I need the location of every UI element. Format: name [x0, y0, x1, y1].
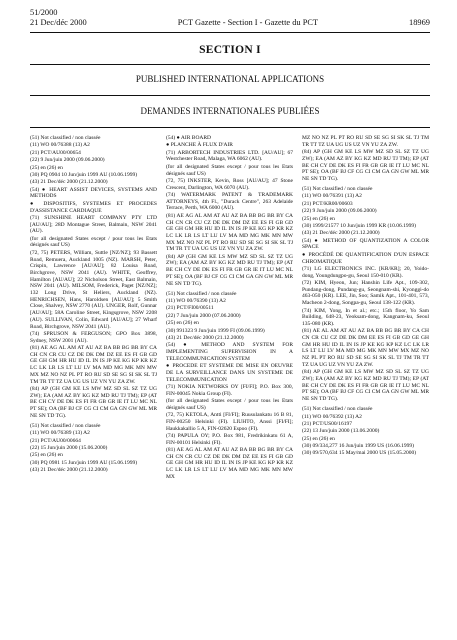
entry-line: (11) WO 00/76392 (13) A2: [302, 413, 362, 420]
entry-line: (54) ● METHOD AND SYSTEM FOR IMPLEMENTING SUPERVISION IN A TELECOMMUNICATION SYSTEM: [166, 342, 295, 362]
subtitle-french: DEMANDES INTERNATIONALES PUBLIÉES: [140, 106, 320, 116]
entry-line: (22) 15 Jun/juin 2000 (15.06.2000): [30, 445, 108, 452]
entry-line: (for all designated States except / pour tous les Etats désignés sauf US): [30, 235, 159, 249]
entry-line: (74) SPRUSON & FERGUSON; GPO Box 3898, Sydney, NSW 2001 (AU).: [30, 330, 159, 344]
entry-line: (84) AP (GH GM KE LS MW MZ SD SL SZ TZ UG ZW); EA (AM AZ BY KG KZ MD RU TJ TM); EP (AT BE CH CY DE DK ES FI FR GB GR IE IT LU MC NL PT SE); OA (BF BJ CF CG CI CM GA GN GW ML MR NE SN TD TG).: [302, 369, 431, 403]
entry-line: (43) 21 Dec/déc 2000 (21.12.2000): [30, 467, 108, 474]
column-right: [302, 135, 429, 481]
entry-line: (84) AP (GH GM KE LS MW MZ SD SL SZ TZ UG ZW); EA (AM AZ BY KG KZ MD RU TJ TM); EP (AT BE CH CY DE DK ES FI FR GB GR IE IT LU MC NL PT SE); OA (BF BJ CF CG CI CM GA GN GW ML MR NE SN TD TG).: [30, 385, 159, 419]
entry-line: (25) en (26) en: [302, 435, 335, 442]
entry-line: (71) SUNSHINE HEART COMPANY PTY LTD [AU/AU]; 28D Montague Street, Balmain, NSW 2041 (AU).: [30, 214, 159, 235]
entry-line: (21) PCT/KR00/00603: [302, 200, 353, 207]
entry-line: (30) PQ 0981 15 Jun/juin 1999 AU (15.06.1999): [30, 459, 138, 466]
entry-line: (43) 21 Dec/déc 2000 (21.12.2000): [302, 230, 380, 237]
entry-line: (74) KIM, Yong, In et al.; etc.; 15th floor, Yo Sam Building, 648-23, Yeoksam-dong, Kangnam-ku, Seoul 135-080 (KR).: [302, 307, 431, 327]
entry-line: (22) 13 Jun/juin 2000 (13.06.2000): [302, 428, 380, 435]
entry-line: (81) AE AL AM AT AU AZ BA BB BG BR BY CA CH CN CR CU CZ DE DK DM EE ES FI GB GD GE GH GM HR HU ID IL IN IS JP KE KG KP KZ LC LK LR LS LT LU LV MA MD MG MK MN MW MX MZ NO NZ PL PT RO RU SD SE SG SI SK SL TJ TM TR TT TZ UA UG UZ VN YU ZA ZW.: [302, 328, 431, 368]
entry-line: (81) AE AG AL AM AT AU AZ BA BB BG BR BY CA CH CN CR CU CZ DE DK DM DZ EE ES FI GB GD GE GH GM HR HU ID IL IN IS JP KE KG KP KR KZ LC LK LR LS LT LU LV MA MD MG MK MN MW MX: [166, 447, 295, 480]
entry-line: ● DISPOSITIFS, SYSTEMES ET PROCEDES D'ASSISTANCE CARDIAQUE: [30, 200, 159, 214]
entry-line: (21) PCT/AU00/00654: [30, 149, 81, 156]
entry-line: (54) ● HEART ASSIST DEVICES, SYSTEMS AND METHODS: [30, 186, 159, 200]
header-rule: [30, 32, 430, 33]
entry-line: (81) AE AG AL AM AT AU AZ BA BB BG BR BY CA CH CN CR CU CZ DE DK DM DZ EE ES FI GB GD GE GH GM HR HU ID IL IN IS JP KE KG KP KR KZ LC LK LR LS LT LU LV MA MD MG MK MN MW MX MZ NO NZ PL PT RO RU SD SE SG SI SK SL TJ TM TR TT UA UG US UZ VN YU ZA ZW.: [166, 212, 295, 253]
entry-line: (71) NOKIA NETWORKS OY [FI/FI]; P.O. Box 300, FIN-00045 Nokia Group (FI).: [166, 384, 295, 397]
entry-line: (for all designated States except / pour tous les Etats désignés sauf US): [166, 398, 295, 411]
entry-line: (74) WATERMARK PATENT & TRADEMARK ATTORNEYS, 4th Fl., "Durack Centre", 263 Adelaide Terrace, Perth, WA 6000 (AU).: [166, 192, 295, 212]
entry-line: ● PROCÉDÉ DE QUANTIFICATION D'UN ESPACE CHROMATIQUE: [302, 251, 431, 265]
entry-line: (51) Not classified / non classée: [302, 406, 373, 413]
entry-line: (84) AP (GH GM KE LS MW MZ SD SL SZ TZ UG ZW); EA (AM AZ BY KG KZ MD RU TJ TM); EP (AT BE CH CY DE DK ES FI FR GB GR IE IT LU MC NL PT SE); OA (BF BJ CF CG CI CM GA GN GW ML MR NE SN TD TG).: [302, 149, 431, 182]
entry-line: (51) Not classified / non classée: [30, 135, 101, 141]
entry-line: (43) 21 Dec/déc 2000 (21.12.2000): [166, 335, 244, 342]
section-rule-bottom: [30, 127, 430, 128]
entry-line: (for all designated States except / pour tous les Etats désignés sauf US): [166, 163, 295, 177]
entry-line: (11) WO 00/76388 (13) A2: [30, 142, 90, 149]
subtitle-english: PUBLISHED INTERNATIONAL APPLICATIONS: [135, 74, 325, 84]
entry-line: (30) 1999/21577 10 Jun/juin 1999 KR (10.06.1999): [302, 222, 416, 229]
entry-line: (22) 9 Jun/juin 2000 (09.06.2000): [302, 208, 377, 215]
entry-line: (25) en (26) en: [166, 320, 199, 327]
entry-line: (21) PCT/AU00/00664: [30, 437, 81, 444]
entries-columns: [30, 135, 430, 481]
entry-line: (25) en (26) en: [30, 452, 63, 459]
entry-line: (43) 21 Dec/déc 2000 (21.12.2000): [30, 179, 108, 186]
entry-line: (72, 75) KETOLA, Antti [FI/FI]; Ruusulankatu 16 B 81, FIN-00250 Helsinki (FI). LIUHTO, Anssi [FI/FI]; Haukkakallio 5 A, FIN-02620 Espoo (FI).: [166, 412, 295, 432]
entry-line: (11) WO 00/76389 (13) A2: [30, 430, 90, 437]
entry-line: (30) PQ 0904 10 Jun/juin 1999 AU (10.06.1999): [30, 171, 138, 178]
entry-line: (30) 09/570,634 15 May/mai 2000 US (15.05.2000): [302, 450, 417, 457]
entry-line: (72) KIM, Hyeon, Jun; Hanshin Life Apt., 109-302, Pundang-dong, Pundang-gu, Seongnam-shi, Kyonggi-do 463-050 (KR). LEE, Jin, Soo; Samik Apt., 101-401, 573, Macheon 2-dong, Songpa-gu, Seoul 138-122 (KR).: [302, 280, 431, 307]
issue-number: 51/2000: [30, 8, 58, 17]
entry-line: (71) LG ELECTRONICS INC. [KR/KR]; 20, Yoido-dong, Youngdungpo-gu, Seoul 150-010 (KR).: [302, 265, 429, 279]
entry-line: (11) WO 00/76390 (13) A2: [166, 298, 226, 305]
page-number: 18969: [409, 18, 430, 27]
entry-line: (11) WO 00/76391 (13) A2: [302, 193, 362, 200]
column-middle: [166, 135, 293, 481]
column-left: [30, 135, 157, 481]
entry-line: ● PROCEDE ET SYSTEME DE MISE EN OEUVRE DE LA SURVEILLANCE DANS UN SYSTEME DE TELECOMMUNICATION: [166, 363, 295, 383]
entry-line: (72, 75) PETERS, William, Suttle [NZ/NZ]; 93 Bassett Road, Remuera, Auckland 1005 (NZ). MARSH, Peter, Crispin, Lawrence [AU/AU]; 82 Louisa Road, Birchgrove, NSW 2041 (AU). WHITE, Geoffrey, Hamilton [AU/AU]; 22 Nicholson Street, East Balmain, NSW 2041 (AU). MILSOM, Frederick, Paget [NZ/NZ]; 132 Long Drive, St Heliers, Auckland (NZ). HENRICHSEN, Hans, Haroldsen [AU/AU]; 5 Smith Close, Shalvey, NSW 2770 (AU). UNGER, Rolf, Gunnar [AU/AU]; 58A Caroline Street, Kingsgrove, NSW 2208 (AU). SULLIVAN, Colin, Edward [AU/AU]; 27 Wharf Road, Birchgrove, NSW 2041 (AU).: [30, 249, 159, 330]
entry-line: ● PLANCHE À FLUX D'AIR: [166, 142, 233, 149]
entry-line: (71) ARBORTECH INDUSTRIES LTD. [AU/AU]; 67 Westchester Road, Malaga, WA 6062 (AU).: [166, 149, 295, 163]
entry-line: (84) AP (GH GM KE LS MW MZ SD SL SZ TZ UG ZW); EA (AM AZ BY KG KZ MD RU TJ TM); EP (AT BE CH CY DE DK ES FI FR GB GR IE IT LU MC NL PT SE); OA (BF BJ CF CG CI CM GA GN GW ML MR NE SN TD TG).: [166, 253, 295, 287]
entry-line: (21) PCT/US00/16197: [302, 420, 352, 427]
entry-line: (51) Not classified / non classée: [166, 290, 237, 297]
entry-line: (74) PAPULA OY; P.O. Box 981, Fredrikinkatu 61 A, FIN-00101 Helsinki (FI).: [166, 432, 295, 446]
entry-line: (22) 7 Jun/juin 2000 (07.06.2000): [166, 312, 241, 319]
entry-line: (51) Not classified / non classée: [30, 422, 101, 429]
entry-line: (30) 991323 9 Jun/juin 1999 FI (09.06.1999): [166, 327, 265, 334]
section-rule-middle: [30, 95, 430, 96]
entry-line: (25) en (26) en: [302, 215, 335, 222]
entry-line: (30) 09/334,277 16 Jun/juin 1999 US (16.06.1999): [302, 443, 414, 450]
entry-line: (22) 9 Jun/juin 2000 (09.06.2000): [30, 157, 105, 164]
page-header: [30, 8, 430, 28]
entry-line: (51) Not classified / non classée: [302, 186, 373, 192]
entry-line: (54) ● METHOD OF QUANTIZATION A COLOR SPACE: [302, 237, 431, 251]
entry-line: (81) AE AG AL AM AT AU AZ BA BB BG BR BY CA CH CN CR CU CZ DE DK DM DZ EE ES FI GB GD GE GH GM HR HU ID IL IN IS JP KE KG KP KR KZ LC LK LR LS LT LU LV MA MD MG MK MN MW MX MZ NO NZ PL PT RO RU SD SE SG SI SK SL TJ TM TR TT TZ UA UG US UZ VN YU ZA ZW.: [30, 345, 159, 385]
gazette-title: PCT Gazette - Section I - Gazette du PCT: [177, 18, 319, 27]
issue-date: 21 Dec/déc 2000: [30, 18, 87, 27]
section-title: SECTION I: [199, 44, 261, 56]
entry-line: (54) ● AIR BOARD: [166, 135, 212, 141]
section-rule-top: [30, 64, 430, 65]
entry-line: (72, 75) INKSTER, Kevin, Ross [AU/AU]; 47 Stone Crescent, Darlington, WA 6070 (AU).: [166, 177, 295, 191]
entry-line: MZ NO NZ PL PT RO RU SD SE SG SI SK SL TJ TM TR TT TZ UA UG US UZ VN YU ZA ZW.: [302, 135, 431, 148]
entry-line: (25) en (26) en: [30, 164, 63, 171]
entry-line: (21) PCT/FI00/00511: [166, 305, 214, 312]
